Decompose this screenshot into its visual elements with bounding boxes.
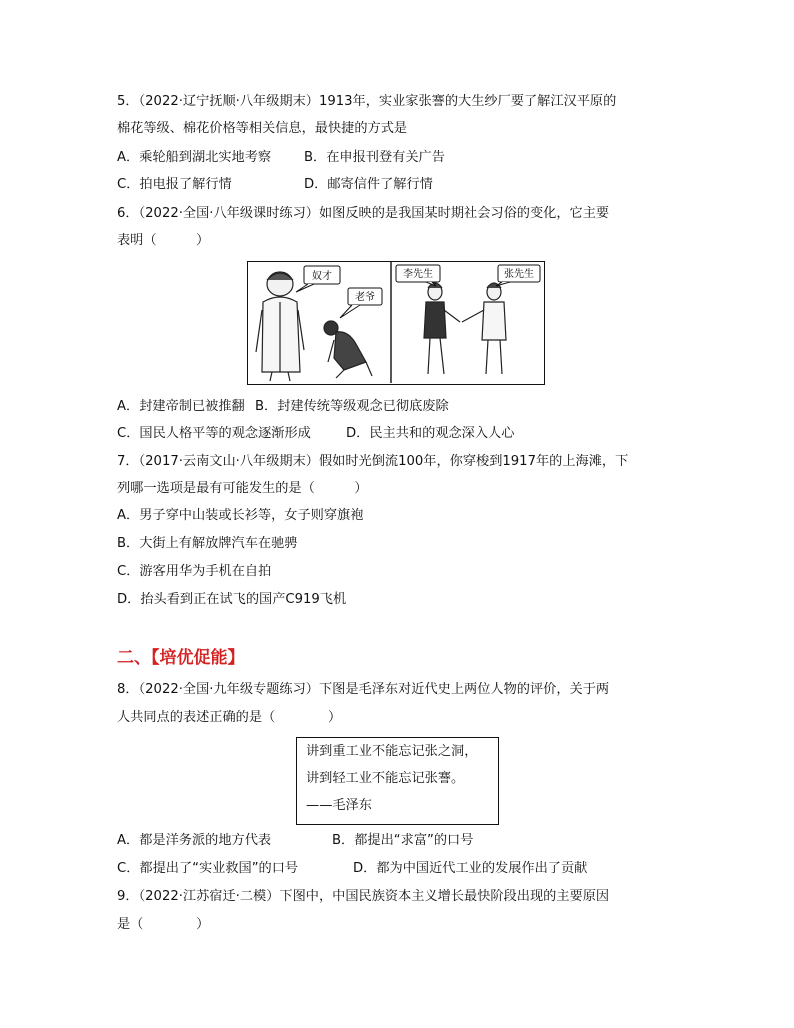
q6-option-b[interactable]: B．封建传统等级观念已彻底废除 <box>255 399 449 414</box>
kneeling-servant-figure <box>324 321 372 378</box>
q9-stem-line2: 是（ ） <box>117 917 210 932</box>
q7-option-b[interactable]: B．大街上有解放牌汽车在驰骋 <box>117 536 298 551</box>
section-title: 【培优促能】 <box>151 648 245 668</box>
mr-zhang-figure <box>462 283 506 374</box>
q5-stem-line2: 棉花等级、棉花价格等相关信息，最快捷的方式是 <box>117 121 408 136</box>
mr-li-figure <box>424 283 460 374</box>
q5-option-b[interactable]: B．在申报刊登有关广告 <box>304 150 445 165</box>
q8-quote-box <box>296 737 499 825</box>
q5-option-c[interactable]: C．拍电报了解行情 <box>117 177 232 192</box>
section-heading <box>117 646 245 670</box>
bubble-mr-li: 李先生 <box>403 269 433 280</box>
q8-option-a[interactable]: A．都是洋务派的地方代表 <box>117 833 272 848</box>
bubble-nucai: 奴才 <box>312 271 332 282</box>
q6-option-a[interactable]: A．封建帝制已被推翻 <box>117 399 245 414</box>
q6-option-d[interactable]: D．民主共和的观念深入人心 <box>346 426 515 441</box>
q5-option-a[interactable]: A．乘轮船到湖北实地考察 <box>117 150 272 165</box>
q5-option-d[interactable]: D．邮寄信件了解行情 <box>304 177 433 192</box>
q8-option-b[interactable]: B．都提出“求富”的口号 <box>332 833 474 848</box>
q8-option-d[interactable]: D．都为中国近代工业的发展作出了贡献 <box>353 861 588 876</box>
section-number: 二、 <box>117 648 151 668</box>
q9-stem-line1: 9．（2022·江苏宿迁·二模）下图中，中国民族资本主义增长最快阶段出现的主要原因 <box>117 889 610 904</box>
q6-cartoon-figure <box>247 261 545 385</box>
q6-option-c[interactable]: C．国民人格平等的观念逐渐形成 <box>117 426 311 441</box>
cartoon-illustration <box>248 262 543 383</box>
q7-option-c[interactable]: C．游客用华为手机在自拍 <box>117 564 272 579</box>
q8-option-c[interactable]: C．都提出了“实业救国”的口号 <box>117 861 299 876</box>
q6-stem-line1: 6．（2022·全国·八年级课时练习）如图反映的是我国某时期社会习俗的变化，它主要 <box>117 206 610 221</box>
q7-stem-line1: 7．（2017·云南文山·八年级期末）假如时光倒流100年，你穿梭到1917年的上海滩，下 <box>117 454 629 469</box>
q7-stem-line2: 列哪一选项是最有可能发生的是（ ） <box>117 481 368 496</box>
q5-stem-line1: 5．（2022·辽宁抚顺·八年级期末）1913年，实业家张謇的大生纱厂要了解江汉平原的 <box>117 94 617 109</box>
q7-option-d[interactable]: D．抬头看到正在试飞的国产C919飞机 <box>117 592 347 607</box>
quote-line-1: 讲到重工业不能忘记张之洞， <box>306 744 478 759</box>
q8-stem-line1: 8．（2022·全国·九年级专题练习）下图是毛泽东对近代史上两位人物的评价，关于两 <box>117 682 610 697</box>
quote-line-2: 讲到轻工业不能忘记张謇。 <box>306 771 465 786</box>
q7-option-a[interactable]: A．男子穿中山装或长衫等，女子则穿旗袍 <box>117 508 364 523</box>
bubble-laoye: 老爷 <box>355 292 375 303</box>
official-figure <box>256 272 304 381</box>
q8-stem-line2: 人共同点的表述正确的是（ ） <box>117 710 342 725</box>
q6-stem-line2: 表明（ ） <box>117 233 210 248</box>
quote-author: ——毛泽东 <box>306 798 372 813</box>
bubble-mr-zhang: 张先生 <box>504 269 534 280</box>
